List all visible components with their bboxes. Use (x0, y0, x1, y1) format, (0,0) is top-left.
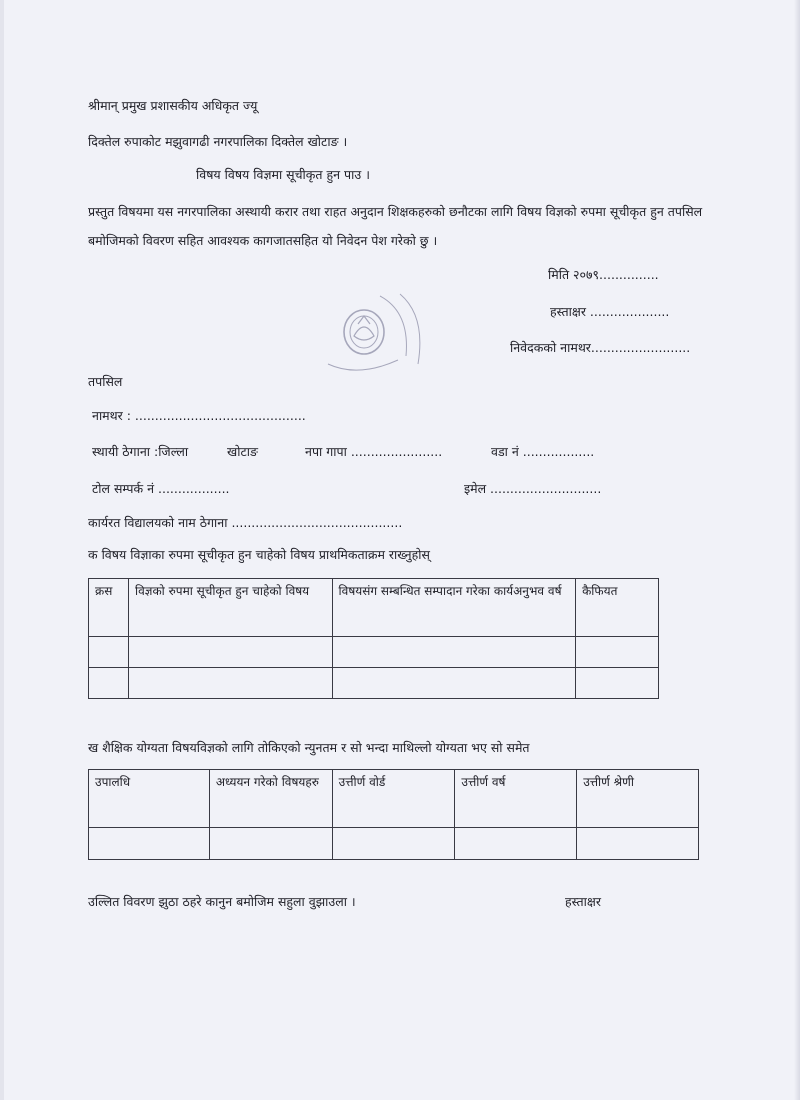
section-kha-heading: ख शैक्षिक योग्यता विषयविज्ञको लागि तोकिएको न्युनतम र सो भन्दा माथिल्लो योग्यता भए सो समेत (88, 740, 530, 755)
signature-line: हस्ताक्षर .................... (550, 304, 670, 319)
school-field-line: कार्यरत विद्यालयको नाम ठेगाना ........................................... (88, 515, 403, 530)
page-left-edge (0, 0, 4, 1100)
page-right-edge (794, 0, 800, 1100)
table-header-cell: विषयसंग सम्बन्धित सम्पादान गरेका कार्यअनुभव वर्ष (332, 579, 576, 637)
tole-contact-field: टोल सम्पर्क नं .................. (92, 481, 230, 496)
qualification-table (88, 769, 699, 860)
municipality-field: नपा गापा ....................... (305, 444, 443, 459)
table-cell (577, 828, 699, 860)
table-row (89, 637, 659, 668)
table-cell (89, 828, 210, 860)
details-heading: तपसिल (88, 374, 123, 389)
table-cell (576, 637, 659, 668)
table-header-cell: कैफियत (576, 579, 659, 637)
date-line: मिति २०७९............... (548, 267, 659, 282)
table-cell (209, 828, 332, 860)
final-signature-label: हस्ताक्षर (565, 894, 601, 909)
table-header-row (89, 579, 659, 637)
table-header-cell: उत्तीर्ण वर्ष (455, 770, 577, 828)
section-ka-heading: क विषय विज्ञाका रुपमा सूचीकृत हुन चाहेको विषय प्राथमिकताक्रम राख्नुहोस् (88, 547, 430, 562)
declaration-line: उल्लित विवरण झुठा ठहरे कानुन बमोजिम सहुला वुझाउला । (88, 894, 356, 909)
table-cell (455, 828, 577, 860)
subject-preference-table (88, 578, 659, 699)
table-cell (128, 637, 332, 668)
office-stamp-seal (318, 286, 438, 386)
name-field-line: नामथर : ........................................... (92, 408, 306, 423)
email-field: इमेल ............................ (464, 481, 602, 496)
table-cell (576, 668, 659, 699)
table-header-row (89, 770, 699, 828)
table-cell (332, 637, 576, 668)
table-row (89, 668, 659, 699)
permanent-address-label: स्थायी ठेगाना :जिल्ला (92, 444, 189, 459)
permanent-address-district: खोटाङ (227, 444, 258, 459)
table-cell (332, 668, 576, 699)
table-row (89, 828, 699, 860)
table-cell (89, 637, 129, 668)
table-cell (89, 668, 129, 699)
addressee: श्रीमान् प्रमुख प्रशासकीय अधिकृत ज्यू (88, 98, 258, 113)
subject-line: विषय विषय विज्ञमा सूचीकृत हुन पाउ । (196, 167, 370, 182)
body-paragraph: प्रस्तुत विषयमा यस नगरपालिका अस्थायी करार तथा राहत अनुदान शिक्षकहरुको छनौटका लागि विषय विज्ञको रुपमा सूचीकृत हुन तपसिल बमोजिमको विवरण सहित आवश्यक कागजातसहित यो निवेदन पेश गरेको छु । (88, 204, 703, 248)
table-header-cell: अध्ययन गरेको विषयहरु (209, 770, 332, 828)
table-header-cell: उत्तीर्ण वोर्ड (332, 770, 455, 828)
table-cell (332, 828, 455, 860)
table-cell (128, 668, 332, 699)
office-address: दिक्तेल रुपाकोट मझुवागढी नगरपालिका दिक्तेल खोटाङ । (88, 134, 348, 149)
ward-field: वडा नं .................. (491, 444, 595, 459)
table-header-cell: उत्तीर्ण श्रेणी (577, 770, 699, 828)
applicant-name-line: निवेदकको नामथर......................... (510, 340, 691, 355)
table-header-cell: विज्ञको रुपमा सूचीकृत हुन चाहेको विषय (128, 579, 332, 637)
table-header-cell: उपालधि (89, 770, 210, 828)
table-header-cell: क्रस (89, 579, 129, 637)
